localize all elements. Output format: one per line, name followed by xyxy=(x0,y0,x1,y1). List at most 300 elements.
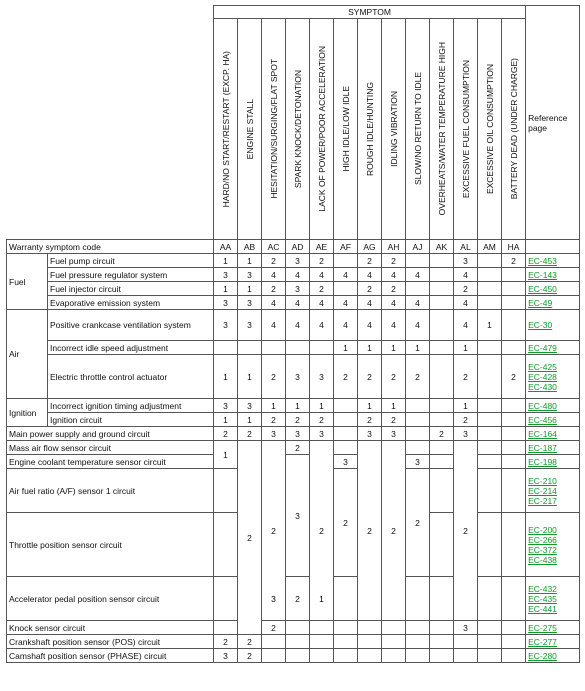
cell-value: 1 xyxy=(310,399,334,413)
cell-value xyxy=(214,513,238,577)
cell-value xyxy=(502,268,526,282)
cell-value xyxy=(406,649,430,663)
reference-links xyxy=(526,296,580,310)
reference-links xyxy=(526,413,580,427)
row-label: Knock sensor circuit xyxy=(7,621,214,635)
cell-value xyxy=(214,621,238,635)
reference-link[interactable]: EC-217 xyxy=(528,495,557,506)
cell-value: 4 xyxy=(454,296,478,310)
cell-value xyxy=(214,469,238,513)
warranty-code: HA xyxy=(502,240,526,254)
cell-value: 3 xyxy=(286,282,310,296)
warranty-code: AF xyxy=(334,240,358,254)
cell-value: 4 xyxy=(286,296,310,310)
cell-value xyxy=(502,341,526,355)
cell-value: 1 xyxy=(262,399,286,413)
warranty-code: AH xyxy=(382,240,406,254)
reference-links xyxy=(526,441,580,455)
cell-value: 3 xyxy=(382,427,406,441)
row-label: Crankshaft position sensor (POS) circuit xyxy=(7,635,214,649)
cell-value: 2 xyxy=(262,355,286,399)
symptom-col-label: OVERHEATS/WATER TEMPERATURE HIGH xyxy=(436,42,447,216)
cell-value xyxy=(478,268,502,282)
cell-value xyxy=(310,649,334,663)
cell-value: 2 xyxy=(334,355,358,399)
reference-link[interactable]: EC-428 xyxy=(528,371,557,382)
cell-value xyxy=(430,355,454,399)
row-label: Accelerator pedal position sensor circuit xyxy=(7,577,214,621)
reference-links xyxy=(526,254,580,268)
row-label: Electric throttle control actuator xyxy=(48,355,214,399)
cell-value: 2 xyxy=(454,413,478,427)
cell-value xyxy=(502,441,526,455)
symptom-col-label: SPARK KNOCK/DETONATION xyxy=(292,69,303,189)
cell-value: 2 xyxy=(262,441,286,621)
row-label: Air fuel ratio (A/F) sensor 1 circuit xyxy=(7,469,214,513)
cell-value xyxy=(238,341,262,355)
cell-value xyxy=(478,469,502,513)
table-row xyxy=(7,621,580,635)
reference-link[interactable]: EC-164 xyxy=(528,428,557,439)
symptom-col-ha xyxy=(502,19,526,240)
reference-header: Reference page xyxy=(526,6,580,240)
reference-link[interactable]: EC-430 xyxy=(528,381,557,392)
warranty-code: AB xyxy=(238,240,262,254)
cell-value xyxy=(334,441,358,455)
row-label: Incorrect idle speed adjustment xyxy=(48,341,214,355)
reference-links xyxy=(526,268,580,282)
cell-value xyxy=(406,621,430,635)
cell-value xyxy=(478,635,502,649)
cell-value xyxy=(214,577,238,621)
cell-value: 4 xyxy=(262,268,286,282)
cell-value: 1 xyxy=(238,282,262,296)
table-row xyxy=(7,635,580,649)
cell-value xyxy=(502,513,526,577)
reference-link[interactable]: EC-275 xyxy=(528,622,557,633)
cell-value xyxy=(358,621,382,635)
reference-links xyxy=(526,399,580,413)
cell-value: 2 xyxy=(214,427,238,441)
table-row xyxy=(7,268,580,282)
cell-value: 4 xyxy=(310,296,334,310)
symptom-col-al xyxy=(454,19,478,240)
warranty-code: AM xyxy=(478,240,502,254)
reference-links xyxy=(526,355,580,399)
row-label: Mass air flow sensor circuit xyxy=(7,441,214,455)
symptom-col-label: HARD/NO START/RESTART (EXCP. HA) xyxy=(220,50,231,208)
cell-value xyxy=(478,413,502,427)
cell-value xyxy=(502,469,526,513)
cell-value: 1 xyxy=(454,399,478,413)
row-label: Fuel injector circuit xyxy=(48,282,214,296)
table-row xyxy=(7,282,580,296)
cell-value xyxy=(286,635,310,649)
row-label: Ignition circuit xyxy=(48,413,214,427)
cell-value: 2 xyxy=(334,469,358,577)
cell-value xyxy=(430,268,454,282)
symptom-header: SYMPTOM xyxy=(214,6,526,19)
cell-value-overlay: 3 xyxy=(263,593,285,605)
cell-value: 4 xyxy=(262,296,286,310)
cell-value xyxy=(478,649,502,663)
cell-value: 1 xyxy=(358,399,382,413)
cell-value: 1 xyxy=(358,341,382,355)
cell-value: 2 xyxy=(454,355,478,399)
reference-links xyxy=(526,577,580,621)
cell-value: 1 xyxy=(214,441,238,469)
cell-value: 1 xyxy=(382,341,406,355)
symptom-col-label: HESITATION/SURGING/FLAT SPOT xyxy=(268,59,279,199)
cell-value: 4 xyxy=(334,296,358,310)
cell-value xyxy=(406,427,430,441)
row-label: Camshaft position sensor (PHASE) circuit xyxy=(7,649,214,663)
row-label: Positive crankcase ventilation system xyxy=(48,310,214,341)
cell-value xyxy=(430,469,454,513)
symptom-col-ak xyxy=(430,19,454,240)
symptom-col-label: ENGINE STALL xyxy=(244,98,255,160)
cell-value xyxy=(478,399,502,413)
cell-value: 2 xyxy=(382,413,406,427)
cell-value: 3 xyxy=(406,455,430,469)
table-row xyxy=(7,341,580,355)
symptom-col-ag xyxy=(358,19,382,240)
table-row xyxy=(7,455,580,469)
warranty-code: AE xyxy=(310,240,334,254)
cell-value xyxy=(406,282,430,296)
cell-value: 2 xyxy=(454,282,478,296)
reference-links xyxy=(526,649,580,663)
cell-value: 2 xyxy=(430,427,454,441)
cell-value xyxy=(334,649,358,663)
cell-value xyxy=(430,296,454,310)
cell-value xyxy=(334,621,358,635)
section-air: Air xyxy=(7,310,48,399)
warranty-ref-blank xyxy=(526,240,580,254)
reference-link[interactable]: EC-480 xyxy=(528,400,557,411)
cell-value: 4 xyxy=(262,310,286,341)
cell-value xyxy=(382,649,406,663)
cell-value: 4 xyxy=(382,296,406,310)
cell-value: 4 xyxy=(382,268,406,282)
cell-value: 4 xyxy=(358,296,382,310)
cell-value: 2 xyxy=(502,254,526,268)
reference-link[interactable]: EC-438 xyxy=(528,554,557,565)
cell-value xyxy=(334,413,358,427)
reference-link[interactable]: EC-280 xyxy=(528,650,557,661)
symptom-col-ad xyxy=(286,19,310,240)
cell-value xyxy=(502,649,526,663)
reference-links xyxy=(526,310,580,341)
table-row xyxy=(7,413,580,427)
cell-value xyxy=(358,635,382,649)
cell-value: 2 xyxy=(262,282,286,296)
reference-link[interactable]: EC-425 xyxy=(528,361,557,372)
reference-links xyxy=(526,341,580,355)
cell-value: 2 xyxy=(238,441,262,635)
cell-value xyxy=(406,254,430,268)
cell-value: 2 xyxy=(214,635,238,649)
row-label: Incorrect ignition timing adjustment xyxy=(48,399,214,413)
cell-value xyxy=(406,399,430,413)
cell-value: 1 xyxy=(478,310,502,341)
cell-value xyxy=(502,282,526,296)
cell-value: 2 xyxy=(358,355,382,399)
warranty-code: AG xyxy=(358,240,382,254)
cell-value xyxy=(334,427,358,441)
symptom-col-label: EXCESSIVE OIL CONSUMPTION xyxy=(484,63,495,195)
cell-value: 2 xyxy=(382,254,406,268)
cell-value xyxy=(430,399,454,413)
symptom-col-ac xyxy=(262,19,286,240)
cell-value: 1 xyxy=(214,254,238,268)
reference-link[interactable]: EC-435 xyxy=(528,593,557,604)
cell-value: 1 xyxy=(238,254,262,268)
cell-value xyxy=(430,577,454,621)
table-row xyxy=(7,399,580,413)
cell-value: 3 xyxy=(454,427,478,441)
reference-link[interactable]: EC-198 xyxy=(528,456,557,467)
cell-value: 3 xyxy=(238,399,262,413)
cell-value: 2 xyxy=(238,649,262,663)
cell-value: 4 xyxy=(286,268,310,282)
table-row xyxy=(7,577,580,621)
cell-value: 4 xyxy=(286,310,310,341)
reference-link[interactable]: EC-479 xyxy=(528,342,557,353)
warranty-code: AJ xyxy=(406,240,430,254)
table-row xyxy=(7,649,580,663)
cell-value: 4 xyxy=(406,296,430,310)
cell-value: 2 xyxy=(286,413,310,427)
cell-value: 2 xyxy=(382,282,406,296)
reference-link[interactable]: EC-214 xyxy=(528,485,557,496)
cell-value: 4 xyxy=(334,268,358,282)
cell-value: 3 xyxy=(238,268,262,282)
cell-value xyxy=(334,577,358,621)
cell-value xyxy=(430,513,454,577)
cell-value xyxy=(478,577,502,621)
cell-value-overlay: 1 xyxy=(311,593,333,605)
reference-link[interactable]: EC-456 xyxy=(528,414,557,425)
row-label: Throttle position sensor circuit xyxy=(7,513,214,577)
symptom-col-label: LACK OF POWER/POOR ACCELERATION xyxy=(316,46,327,212)
cell-value: 4 xyxy=(310,310,334,341)
cell-value xyxy=(310,621,334,635)
cell-value: 1 xyxy=(214,413,238,427)
cell-value: 2 xyxy=(238,635,262,649)
cell-value xyxy=(430,621,454,635)
cell-value xyxy=(478,355,502,399)
cell-value: 3 xyxy=(334,455,358,469)
cell-value xyxy=(502,399,526,413)
cell-value: 4 xyxy=(310,268,334,282)
cell-value: 1 xyxy=(238,355,262,399)
cell-value xyxy=(502,310,526,341)
cell-value: 2 xyxy=(406,469,430,577)
cell-value xyxy=(382,621,406,635)
cell-value: 3 xyxy=(214,296,238,310)
cell-value xyxy=(502,455,526,469)
cell-value xyxy=(430,635,454,649)
cell-value: 4 xyxy=(334,310,358,341)
table-row xyxy=(7,441,580,455)
reference-link[interactable]: EC-453 xyxy=(528,255,557,266)
cell-value: 1 xyxy=(238,413,262,427)
warranty-code-row xyxy=(7,240,580,254)
cell-value xyxy=(262,341,286,355)
reference-link[interactable]: EC-441 xyxy=(528,603,557,614)
cell-value: 4 xyxy=(454,268,478,282)
reference-links xyxy=(526,635,580,649)
cell-value: 1 xyxy=(382,399,406,413)
cell-value xyxy=(502,427,526,441)
cell-value xyxy=(430,413,454,427)
symptom-col-am xyxy=(478,19,502,240)
cell-value xyxy=(286,621,310,635)
cell-value: 2 xyxy=(262,413,286,427)
cell-value: 3 xyxy=(238,296,262,310)
reference-link[interactable]: EC-432 xyxy=(528,583,557,594)
reference-link[interactable]: EC-30 xyxy=(528,320,553,330)
cell-value: 2 xyxy=(382,441,406,621)
cell-value: 2 xyxy=(286,441,310,455)
row-label: Fuel pump circuit xyxy=(48,254,214,268)
cell-value xyxy=(430,649,454,663)
cell-value: 2 xyxy=(286,577,310,621)
corner-blank xyxy=(7,6,214,240)
reference-links xyxy=(526,455,580,469)
symptom-col-ah xyxy=(382,19,406,240)
row-label: Engine coolant temperature sensor circuit xyxy=(7,455,214,469)
cell-value: 3 xyxy=(262,427,286,441)
symptom-col-ab xyxy=(238,19,262,240)
cell-value: 4 xyxy=(406,310,430,341)
symptom-col-af xyxy=(334,19,358,240)
cell-value: 4 xyxy=(454,310,478,341)
cell-value: 1 xyxy=(454,341,478,355)
reference-link[interactable]: EC-210 xyxy=(528,475,557,486)
symptom-col-label: SLOW/NO RETURN TO IDLE xyxy=(412,72,423,186)
cell-value: 3 xyxy=(238,310,262,341)
reference-link[interactable]: EC-372 xyxy=(528,544,557,555)
cell-value: 1 xyxy=(286,399,310,413)
cell-value xyxy=(358,649,382,663)
warranty-code: AK xyxy=(430,240,454,254)
cell-value: 2 xyxy=(262,621,286,635)
symptom-col-label: BATTERY DEAD (UNDER CHARGE) xyxy=(508,58,519,200)
cell-value xyxy=(502,577,526,621)
symptom-col-aj xyxy=(406,19,430,240)
cell-value xyxy=(406,577,430,621)
cell-value: 4 xyxy=(382,310,406,341)
cell-value xyxy=(502,296,526,310)
symptom-col-label: EXCESSIVE FUEL CONSUMPTION xyxy=(460,59,471,199)
cell-value: 3 xyxy=(310,427,334,441)
cell-value xyxy=(430,341,454,355)
cell-value xyxy=(430,310,454,341)
cell-value xyxy=(406,635,430,649)
cell-value: 3 xyxy=(358,427,382,441)
cell-value xyxy=(502,413,526,427)
cell-value: 3 xyxy=(286,427,310,441)
cell-value xyxy=(478,282,502,296)
cell-value xyxy=(334,399,358,413)
cell-value xyxy=(478,621,502,635)
warranty-code: AC xyxy=(262,240,286,254)
reference-link[interactable]: EC-266 xyxy=(528,534,557,545)
cell-value xyxy=(334,254,358,268)
cell-value: 2 xyxy=(382,355,406,399)
warranty-code: AL xyxy=(454,240,478,254)
cell-value: 2 xyxy=(358,441,382,621)
cell-value xyxy=(430,441,454,455)
cell-value: 2 xyxy=(310,254,334,268)
cell-value: 2 xyxy=(454,441,478,621)
cell-value: 1 xyxy=(406,341,430,355)
reference-link[interactable]: EC-450 xyxy=(528,283,557,294)
cell-value: 2 xyxy=(502,355,526,399)
cell-value: 2 xyxy=(358,254,382,268)
cell-value xyxy=(406,413,430,427)
cell-value: 1 xyxy=(214,282,238,296)
cell-value: 2 xyxy=(358,413,382,427)
table-row xyxy=(7,355,580,399)
cell-value: 1 xyxy=(334,341,358,355)
cell-value xyxy=(262,649,286,663)
row-label: Evaporative emission system xyxy=(48,296,214,310)
cell-value xyxy=(478,513,502,577)
warranty-code: AA xyxy=(214,240,238,254)
section-ignition: Ignition xyxy=(7,399,48,427)
cell-value: 3 xyxy=(454,254,478,268)
reference-link[interactable]: EC-200 xyxy=(528,524,557,535)
cell-value xyxy=(478,441,502,455)
symptom-col-label: HIGH IDLE/LOW IDLE xyxy=(340,86,351,172)
reference-link[interactable]: EC-49 xyxy=(528,297,553,308)
reference-link[interactable]: EC-277 xyxy=(528,636,557,647)
symptom-col-aa xyxy=(214,19,238,240)
cell-value: 3 xyxy=(214,649,238,663)
reference-links xyxy=(526,427,580,441)
cell-value: 4 xyxy=(406,268,430,282)
cell-value: 2 xyxy=(358,282,382,296)
reference-links xyxy=(526,282,580,296)
cell-value: 3 xyxy=(214,399,238,413)
cell-value: 2 xyxy=(406,355,430,399)
cell-value: 4 xyxy=(358,268,382,282)
cell-value: 3 xyxy=(454,621,478,635)
reference-link[interactable]: EC-187 xyxy=(528,442,557,453)
reference-link[interactable]: EC-143 xyxy=(528,269,557,280)
cell-value: 2 xyxy=(310,413,334,427)
row-label: Main power supply and ground circuit xyxy=(7,427,214,441)
symptom-col-ae xyxy=(310,19,334,240)
cell-value: 2 xyxy=(238,427,262,441)
table-row xyxy=(7,296,580,310)
table-row xyxy=(7,427,580,441)
symptom-col-label: IDLING VIBRATION xyxy=(388,91,399,167)
table-row xyxy=(7,310,580,341)
cell-value xyxy=(334,635,358,649)
cell-value: 2 xyxy=(310,441,334,621)
symptom-col-label: ROUGH IDLE/HUNTING xyxy=(364,82,375,176)
cell-value xyxy=(214,341,238,355)
cell-value: 3 xyxy=(286,455,310,577)
cell-value xyxy=(406,441,430,455)
row-label: Fuel pressure regulator system xyxy=(48,268,214,282)
cell-value xyxy=(430,254,454,268)
cell-value xyxy=(478,254,502,268)
